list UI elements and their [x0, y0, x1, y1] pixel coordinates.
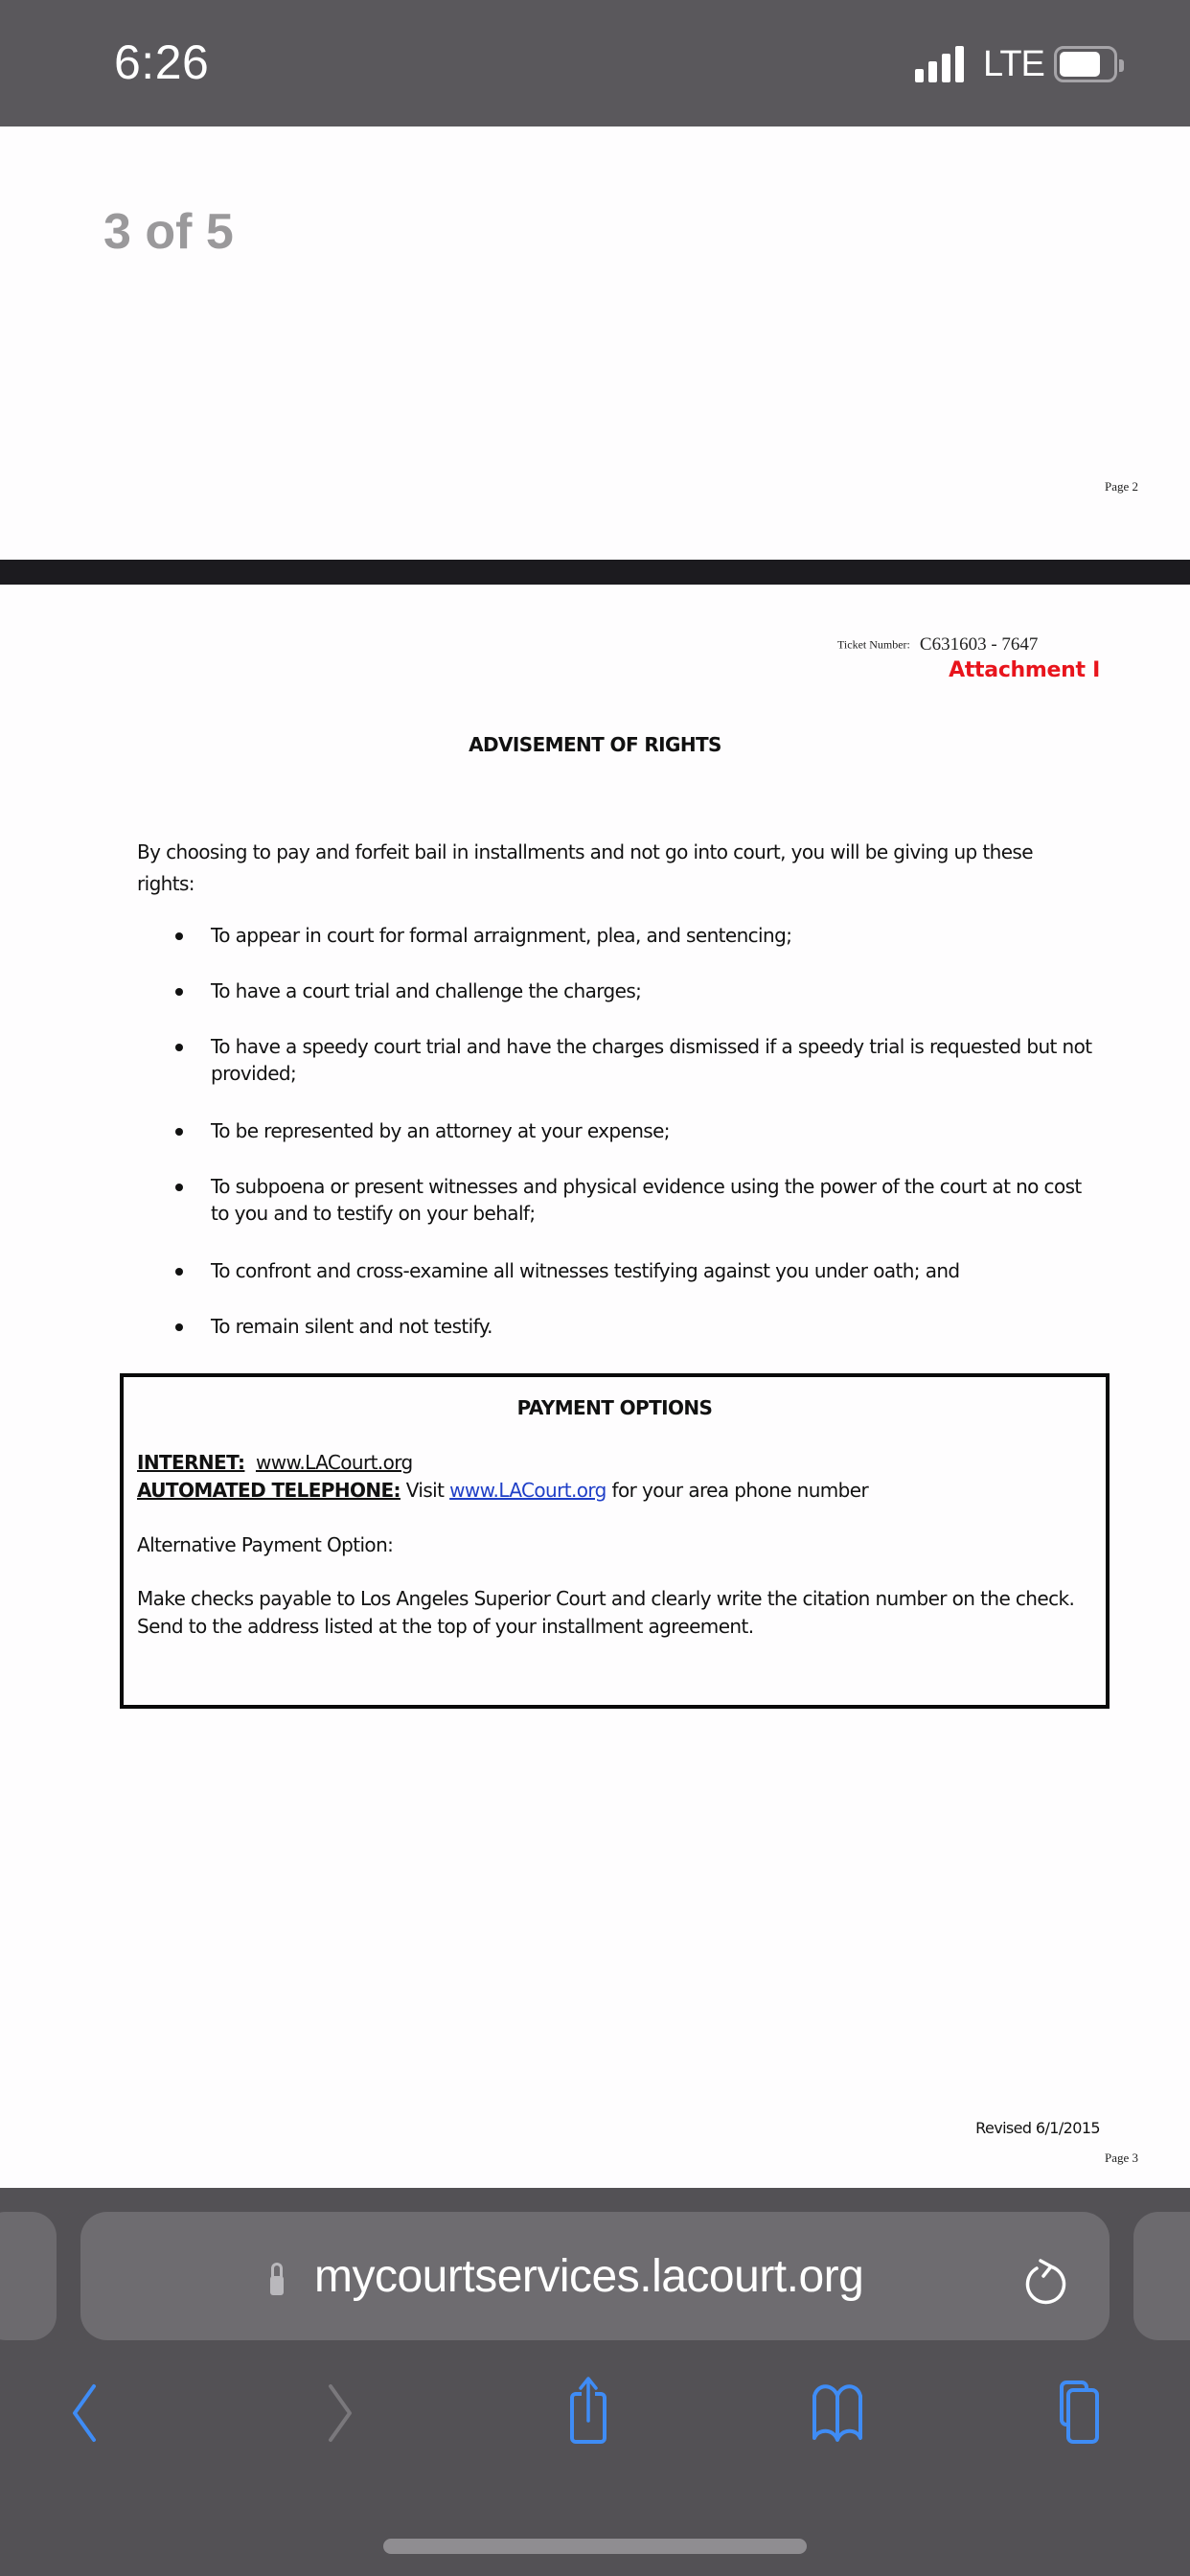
previous-page-number: Page 2 — [1104, 479, 1138, 494]
bullet-icon — [175, 1044, 183, 1051]
network-type: LTE — [983, 44, 1044, 84]
telephone-prefix: Visit — [405, 1479, 445, 1502]
list-item: To be represented by an attorney at your expense; — [137, 1117, 1105, 1144]
bullet-icon — [175, 1268, 183, 1276]
check-instructions-line: Make checks payable to Los Angeles Superior Court and clearly write the citation number on the check. — [137, 1587, 1075, 1610]
status-bar — [0, 0, 1190, 126]
list-item: To have a speedy court trial and have the charges dismissed if a speedy trial is requested but not provided; — [137, 1033, 1105, 1087]
list-item: To appear in court for formal arraignment, plea, and sentencing; — [137, 922, 1105, 949]
check-instructions — [137, 1585, 1105, 1641]
ticket-number-label: Ticket Number: — [837, 637, 910, 652]
list-item: To have a court trial and challenge the charges; — [137, 978, 1105, 1004]
list-item: To confront and cross-examine all witnesses testifying against you under oath; and — [137, 1257, 1105, 1284]
battery-icon — [1054, 46, 1117, 82]
status-time: 6:26 — [114, 35, 210, 89]
bullet-icon — [175, 1184, 183, 1191]
telephone-label: AUTOMATED TELEPHONE: — [137, 1479, 400, 1502]
internet-url[interactable]: www.LACourt.org — [255, 1451, 413, 1474]
tabs-icon[interactable] — [1054, 2375, 1131, 2451]
attachment-label: Attachment I — [949, 658, 1100, 682]
telephone-suffix: for your area phone number — [611, 1479, 869, 1502]
payment-options-title: PAYMENT OPTIONS — [516, 1396, 713, 1419]
ticket-number-block — [837, 634, 1038, 656]
url-text[interactable]: mycourtservices.lacourt.org — [314, 2251, 864, 2302]
check-instructions-line: Send to the address listed at the top of your installment agreement. — [137, 1615, 754, 1638]
previous-tab-peek[interactable] — [0, 2212, 57, 2340]
document-title: ADVISEMENT OF RIGHTS — [469, 733, 721, 756]
revised-date: Revised 6/1/2015 — [975, 2119, 1100, 2137]
alternative-payment-label: Alternative Payment Option: — [137, 1533, 394, 1556]
list-item: To subpoena or present witnesses and physical evidence using the power of the court at no cost to you and to testify on your behalf; — [137, 1173, 1105, 1227]
telephone-line — [137, 1479, 868, 1502]
payment-options-box — [120, 1373, 1110, 1709]
lock-icon — [270, 2263, 284, 2295]
bullet-icon — [175, 1323, 183, 1331]
next-tab-peek[interactable] — [1133, 2212, 1190, 2340]
home-indicator[interactable] — [383, 2539, 807, 2554]
share-icon[interactable] — [550, 2375, 627, 2451]
page-indicator: 3 of 5 — [103, 204, 234, 260]
back-icon[interactable] — [45, 2375, 122, 2451]
bullet-icon — [175, 932, 183, 940]
reload-icon[interactable] — [1016, 2253, 1077, 2314]
ticket-number: C631603 - 7647 — [919, 634, 1039, 655]
internet-line — [137, 1451, 413, 1474]
list-item: To remain silent and not testify. — [137, 1313, 1105, 1340]
intro-paragraph: By choosing to pay and forfeit bail in installments and not go into court, you will be giving up these rights: — [137, 840, 1033, 895]
cellular-signal-icon — [915, 46, 967, 82]
lacourt-link[interactable]: www.LACourt.org — [449, 1479, 606, 1502]
bullet-icon — [175, 988, 183, 996]
internet-label: INTERNET: — [137, 1451, 245, 1474]
forward-icon — [303, 2375, 379, 2451]
bullet-icon — [175, 1128, 183, 1136]
bookmarks-icon[interactable] — [799, 2375, 876, 2451]
page-separator — [0, 560, 1190, 585]
page-number: Page 3 — [1104, 2150, 1138, 2165]
